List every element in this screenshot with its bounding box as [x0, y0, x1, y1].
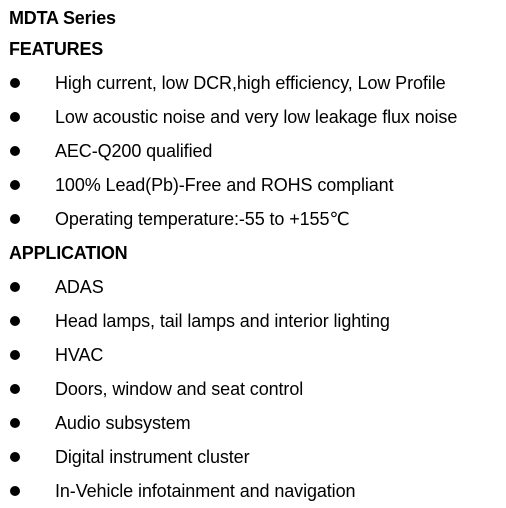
bullet-icon	[10, 452, 20, 462]
application-text: HVAC	[55, 345, 104, 365]
series-title: MDTA Series	[9, 8, 116, 28]
application-text: Head lamps, tail lamps and interior lighting	[55, 311, 390, 331]
feature-text: Low acoustic noise and very low leakage flux noise	[55, 107, 458, 127]
bullet-icon	[10, 180, 20, 190]
bullet-icon	[10, 316, 20, 326]
application-item	[9, 304, 506, 338]
application-heading: APPLICATION	[9, 243, 128, 263]
feature-item	[9, 202, 506, 236]
feature-text: AEC-Q200 qualified	[55, 141, 213, 161]
application-text: Doors, window and seat control	[55, 379, 304, 399]
application-text: Audio subsystem	[55, 413, 191, 433]
feature-item	[9, 168, 506, 202]
feature-item	[9, 66, 506, 100]
application-text: Digital instrument cluster	[55, 447, 250, 467]
applications-list	[9, 270, 506, 508]
bullet-icon	[10, 350, 20, 360]
application-item	[9, 474, 506, 508]
application-item	[9, 270, 506, 304]
application-text: ADAS	[55, 277, 104, 297]
application-text: In-Vehicle infotainment and navigation	[55, 481, 356, 501]
feature-item	[9, 100, 506, 134]
feature-item	[9, 134, 506, 168]
bullet-icon	[10, 146, 20, 156]
application-item	[9, 406, 506, 440]
feature-text: 100% Lead(Pb)-Free and ROHS compliant	[55, 175, 394, 195]
application-item	[9, 372, 506, 406]
bullet-icon	[10, 486, 20, 496]
feature-text: Operating temperature:-55 to +155℃	[55, 209, 350, 229]
bullet-icon	[10, 112, 20, 122]
features-list	[9, 66, 506, 236]
feature-text: High current, low DCR,high efficiency, Low Profile	[55, 73, 446, 93]
application-item	[9, 338, 506, 372]
bullet-icon	[10, 418, 20, 428]
bullet-icon	[10, 384, 20, 394]
bullet-icon	[10, 78, 20, 88]
bullet-icon	[10, 282, 20, 292]
application-item	[9, 440, 506, 474]
bullet-icon	[10, 214, 20, 224]
features-heading: FEATURES	[9, 39, 104, 59]
